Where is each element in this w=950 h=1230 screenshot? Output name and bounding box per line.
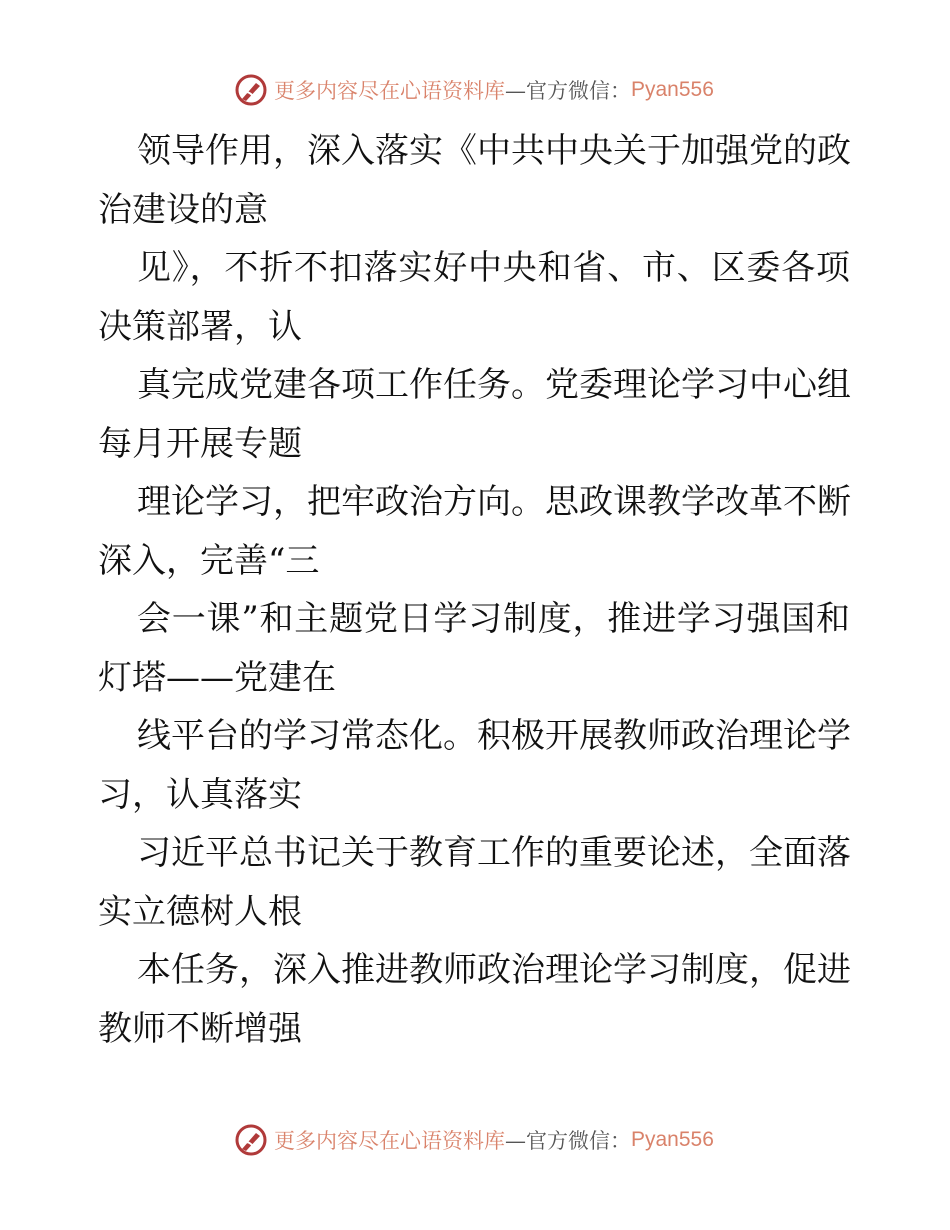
watermark-text: 更多内容尽在心语资料库 xyxy=(274,79,505,103)
document-body xyxy=(98,122,850,1058)
text-line: 决策部署，认 xyxy=(98,306,302,347)
watermark-text: 更多内容尽在心语资料库 xyxy=(274,1129,505,1153)
text-line: 灯塔——党建在 xyxy=(98,657,336,698)
text-line: 真完成党建各项工作任务。党委理论学习中心组 xyxy=(137,365,851,405)
text-line: 见》，不折不扣落实好中央和省、市、区委各项 xyxy=(137,248,850,288)
text-line: 线平台的学习常态化。积极开展教师政治理论学 xyxy=(137,716,851,756)
watermark-wechat-id: Pyan556 xyxy=(631,1128,714,1151)
text-line: 深入，完善“三 xyxy=(98,540,320,581)
text-line: 治建设的意 xyxy=(98,189,268,230)
text-line: 教师不断增强 xyxy=(98,1008,302,1049)
text-line: 本任务，深入推进教师政治理论学习制度，促进 xyxy=(137,950,851,990)
text-line: 会一课”和主题党日学习制度，推进学习强国和 xyxy=(137,599,850,639)
header-watermark xyxy=(234,72,714,108)
watermark-wechat-label: —官方微信： xyxy=(505,79,631,103)
text-line: 实立德树人根 xyxy=(98,891,302,932)
text-line: 理论学习，把牢政治方向。思政课教学改革不断 xyxy=(137,482,851,522)
text-line: 习，认真落实 xyxy=(98,774,302,815)
text-line: 领导作用，深入落实《中共中央关于加强党的政 xyxy=(137,131,851,171)
text-line: 习近平总书记关于教育工作的重要论述，全面落 xyxy=(137,833,851,873)
pen-logo-icon xyxy=(234,1123,268,1157)
text-line: 每月开展专题 xyxy=(98,423,302,464)
footer-watermark xyxy=(234,1122,714,1158)
watermark-wechat-id: Pyan556 xyxy=(631,78,714,101)
pen-logo-icon xyxy=(234,73,268,107)
watermark-wechat-label: —官方微信： xyxy=(505,1129,631,1153)
